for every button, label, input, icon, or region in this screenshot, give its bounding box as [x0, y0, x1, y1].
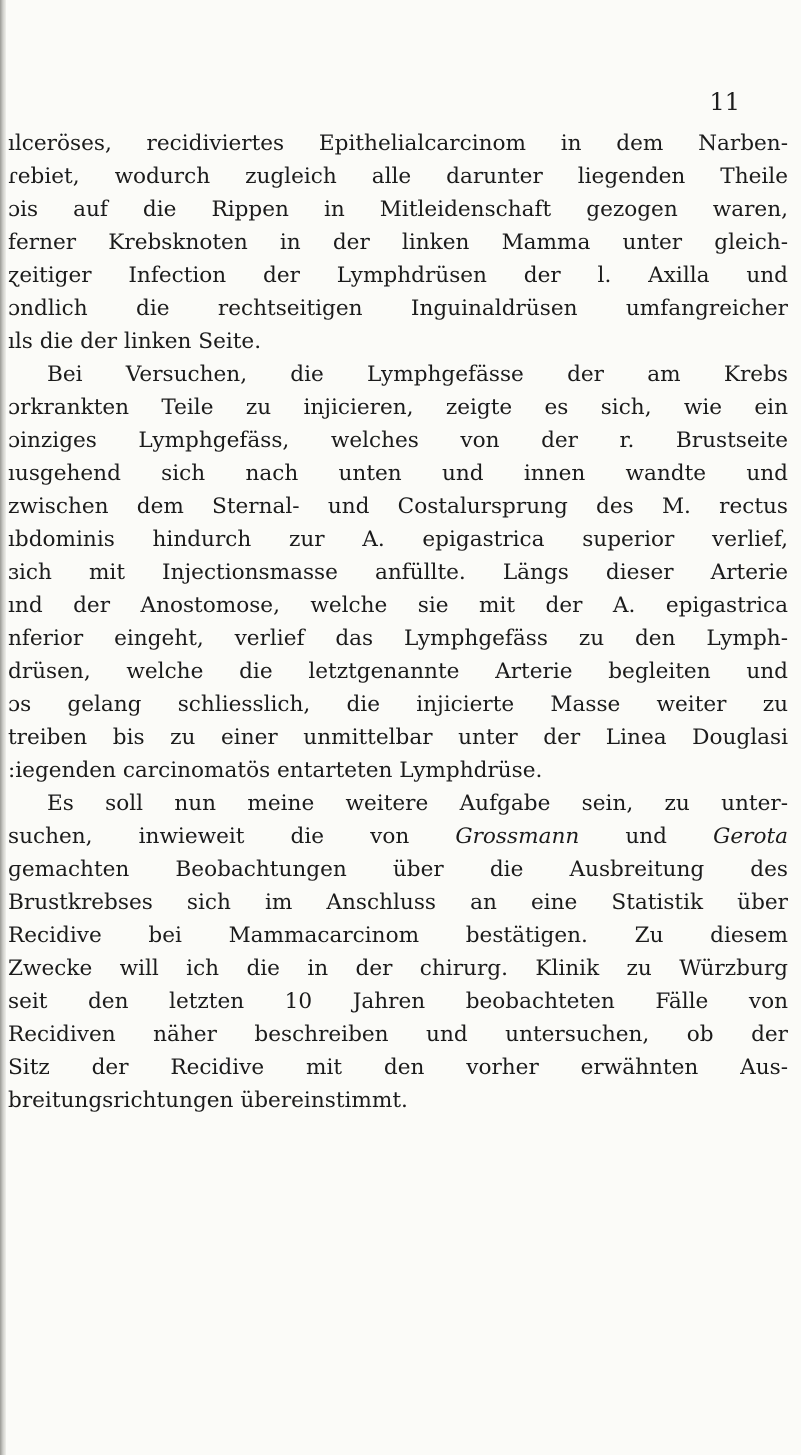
text-line-26: Zwecke will ich die in der chirurg. Klinik zu Würzburg — [8, 956, 788, 981]
text-line-4: ferner Krebsknoten in der linken Mamma unter gleich- — [8, 230, 788, 255]
text-line-20: :iegenden carcinomatös entarteten Lymphdrüse. — [8, 758, 543, 783]
text-line-6: ɔndlich die rechtseitigen Inguinaldrüsen umfangreicher — [8, 296, 788, 321]
text-line-29: Sitz der Recidive mit den vorher erwähnten Aus- — [8, 1055, 788, 1080]
author-name-gerota: Gerota — [713, 824, 788, 849]
text-line-1: ılceröses, recidiviertes Epithelialcarcinom in dem Narben- — [8, 131, 788, 156]
text-line-7: ıls die der linken Seite. — [8, 329, 262, 354]
text-line-16: nferior eingeht, verlief das Lymphgefäss zu den Lymph- — [8, 626, 788, 651]
text-line-25: Recidive bei Mammacarcinom bestätigen. Zu diesem — [8, 923, 788, 948]
text-line-28: Recidiven näher beschreiben und untersuchen, ob der — [8, 1022, 788, 1047]
page-number: 11 — [709, 88, 740, 116]
author-name-grossmann: Grossmann — [455, 824, 580, 849]
text-line-22-part2: und — [579, 824, 714, 849]
page-gutter-edge — [0, 0, 6, 1455]
text-line-5: ɀeitiger Infection der Lymphdrüsen der l. Axilla und — [8, 263, 788, 288]
text-line-10: ɔinziges Lymphgefäss, welches von der r. Brustseite — [8, 428, 788, 453]
body-text — [8, 127, 788, 1117]
text-line-15: ınd der Anostomose, welche sie mit der A. epigastrica — [8, 593, 788, 618]
text-line-23: ɡemachten Beobachtungen über die Ausbreitung des — [8, 857, 788, 882]
text-line-11: ıusgehend sich nach unten und innen wandte und — [8, 461, 788, 486]
text-line-12: zwischen dem Sternal- und Costalursprung des M. rectus — [8, 494, 788, 519]
text-line-17: drüsen, welche die letztgenannte Arterie begleiten und — [8, 659, 788, 684]
text-line-19: treiben bis zu einer unmittelbar unter der Linea Douglasi — [8, 725, 788, 750]
text-line-24: Brustkrebses sich im Anschluss an eine Statistik über — [8, 890, 788, 915]
text-line-9: ɔrkrankten Teile zu injicieren, zeigte es sich, wie ein — [8, 395, 788, 420]
text-line-22-part1: suchen, inwieweit die von — [8, 824, 456, 849]
text-line-30: breitungsrichtungen übereinstimmt. — [8, 1088, 408, 1113]
text-line-21: Es soll nun meine weitere Aufgabe sein, zu unter- — [47, 791, 788, 816]
text-line-8: Bei Versuchen, die Lymphgefässe der am Krebs — [47, 362, 788, 387]
text-line-27: seit den letzten 10 Jahren beobachteten Fälle von — [8, 989, 788, 1014]
text-line-14: ɜich mit Injectionsmasse anfüllte. Längs dieser Arterie — [8, 560, 788, 585]
text-line-13: ıbdominis hindurch zur A. epigastrica superior verlief, — [8, 527, 788, 552]
text-line-22 — [8, 820, 788, 853]
text-line-3: ɔis auf die Rippen in Mitleidenschaft gezogen waren, — [8, 197, 788, 222]
text-line-18: ɔs gelang schliesslich, die injicierte Masse weiter zu — [8, 692, 788, 717]
text-line-2: ɾebiet, wodurch zugleich alle darunter liegenden Theile — [8, 164, 788, 189]
